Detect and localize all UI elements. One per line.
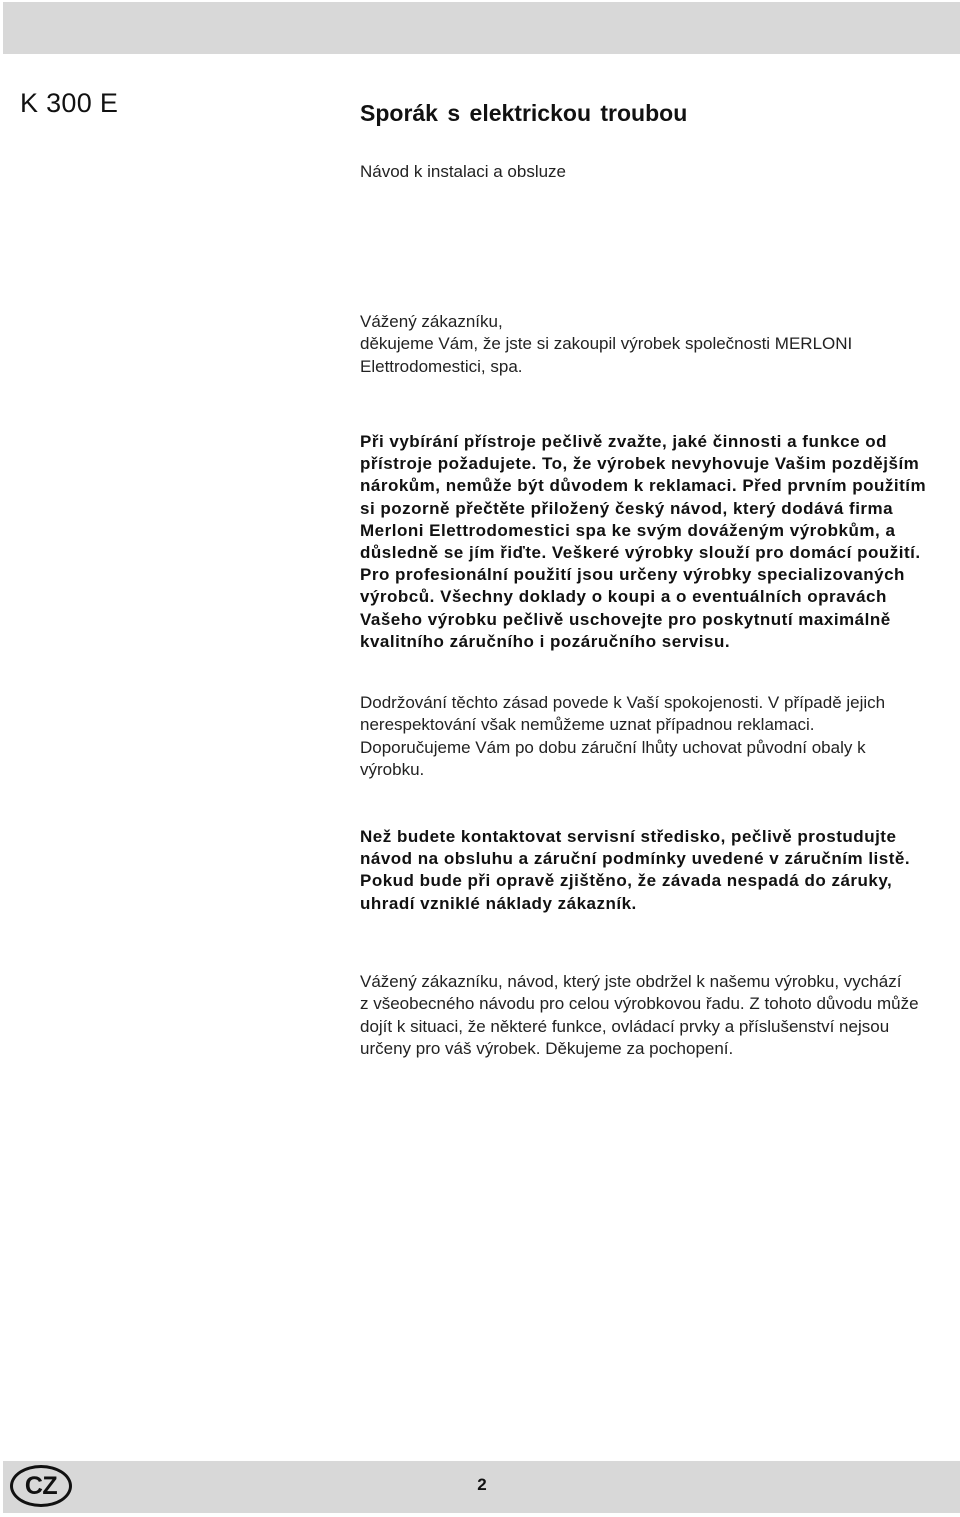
text-line: výrobku. — [360, 760, 425, 780]
text-line: přístroje požadujete. To, že výrobek nevyhovuje Vašim pozdějším — [360, 454, 920, 474]
text-line: si pozorně přečtěte přiložený český návod, který dodává firma — [360, 498, 894, 518]
greeting-paragraph — [360, 311, 960, 378]
text-line: kvalitního záručního i pozáručního servisu. — [360, 631, 731, 651]
text-line: z všeobecného návodu pro celou výrobkovou řadu. Z tohoto důvodu může — [360, 994, 919, 1014]
text-line: Než budete kontaktovat servisní středisko, pečlivě prostudujte — [360, 827, 897, 846]
document-subtitle: Návod k instalaci a obsluze — [360, 162, 567, 181]
text-line: určeny pro váš výrobek. Děkujeme za pochopení. — [360, 1039, 734, 1059]
text-line: Při vybírání přístroje pečlivě zvažte, jaké činnosti a funkce od — [360, 432, 888, 451]
text-line: důsledně se jím řiďte. Veškeré výrobky slouží pro domácí použití. — [360, 543, 921, 563]
page-number: 2 — [477, 1475, 487, 1494]
text-line: Doporučujeme Vám po dobu záruční lhůty uchovat původní obaly k — [360, 737, 866, 757]
service-notice-paragraph — [360, 826, 960, 915]
text-line: Elettrodomestici, spa. — [360, 356, 523, 376]
text-line: Vážený zákazníku, návod, který jste obdržel k našemu výrobku, vychází — [360, 972, 902, 991]
warranty-paragraph — [360, 692, 960, 782]
text-line: návod na obsluhu a záruční podmínky uvedené v záručním listě. — [360, 849, 911, 869]
text-line: Vážený zákazníku, — [360, 312, 503, 331]
selection-advice-paragraph — [360, 431, 960, 653]
text-line: Merloni Elettrodomestici spa ke svým dováženým výrobkům, a — [360, 520, 896, 540]
text-line: Pokud bude při opravě zjištěno, že závada nespadá do záruky, — [360, 871, 893, 891]
text-line: dojít k situaci, že některé funkce, ovládací prvky a příslušenství nejsou — [360, 1016, 890, 1036]
text-line: Dodržování těchto zásad povede k Vaší spokojenosti. V případě jejich — [360, 693, 886, 712]
model-number: K 300 E — [20, 88, 119, 118]
text-line: Vašeho výrobku pečlivě uschovejte pro poskytnutí maximálně — [360, 609, 891, 629]
text-line: Pro profesionální použití jsou určeny výrobky specializovaných — [360, 565, 905, 585]
text-line: děkujeme Vám, že jste si zakoupil výrobek společnosti MERLONI — [360, 334, 853, 354]
text-line: uhradí vzniklé náklady zákazník. — [360, 893, 637, 913]
text-line: výrobců. Všechny doklady o koupi a o eventuálních opravách — [360, 587, 887, 607]
header-band — [3, 2, 960, 54]
document-title: Sporák s elektrickou troubou — [360, 100, 688, 126]
language-badge: CZ — [10, 1465, 72, 1507]
text-line: nárokům, nemůže být důvodem k reklamaci. Před prvním použitím — [360, 476, 927, 496]
text-line: nerespektování však nemůžeme uznat případnou reklamaci. — [360, 715, 815, 735]
general-manual-paragraph — [360, 971, 960, 1061]
